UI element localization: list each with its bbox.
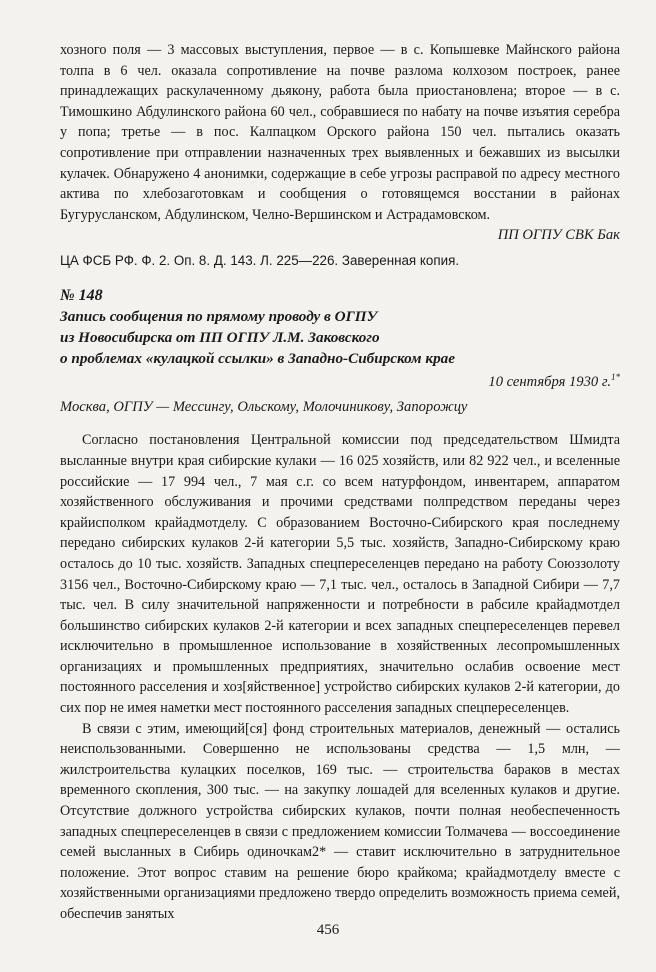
document-number: № 148 [60, 287, 103, 305]
page-number: 456 [316, 922, 340, 938]
body-paragraph-2: В связи с этим, имеющий[ся] фонд строительных материалов, денежный — остались неиспользованными. Совершенно не использованы средства — 1,5 млн, — жилстроительства кулацких поселков, 169 тыс. — строительства бараков в местах временного скопления, 300 тыс. — на закупку лошадей для вселенных кулаков и другие. Отсутствие должного устройства сибирских кулаков, почти полная необеспеченность западных спецпереселенцев в связи с предложением комиссии Толмачева — воссоединение семей высланных в Сибирь одиночкам2* — ставит исключительно в затруднительное положение. Этот вопрос ставим на решение бюро крайкома; крайадмотделу вместе с хозяйственными организациями предложено твердо определить возможность приема семей, обеспечив занятых [60, 720, 620, 922]
document-date-text: 10 сентября 1930 г. [488, 374, 611, 391]
signature: ПП ОГПУ СВК Бак [497, 227, 620, 244]
document-title-line-2: из Новосибирска от ПП ОГПУ Л.М. Заковского [60, 329, 380, 347]
document-page [60, 40, 620, 925]
document-title-line-1: Запись сообщения по прямому проводу в ОГПУ [60, 308, 378, 326]
document-date [60, 371, 620, 393]
archive-source-note: ЦА ФСБ РФ. Ф. 2. Оп. 8. Д. 143. Л. 225—226. Заверенная копия. [60, 253, 460, 269]
intro-paragraph: хозного поля — 3 массовых выступления, первое — в с. Копышевке Майнского района толпа в 6 чел. оказала сопротивление на почве разломa колхозом построек, ранее принадлежащих раскулаченному дьякону, работа была приостановлена; второе — в с. Тимошкино Абдулинского района 60 чел., собравшиеся по набату на почве изъятия серебра у попа; третье — в пос. Калпацком Орского района 150 чел. пытались оказать сопротивление при отправлении назначенных трех выявленных и бежавших из высылки кулачек. Обнаружено 4 анонимки, содержащие в себе угрозы расправой по адресу местного актива по хлебозаготовкам и сообщения о готовящемся восстании в районах Бугурусланском, Абдулинском, Челно-Вершинском и Астрадамовском. [60, 42, 620, 223]
date-footnote-marker: 1* [611, 372, 620, 383]
body-paragraph-1: Согласно постановления Центральной комиссии под председательством Шмидта высланные внутри края сибирские кулаки — 16 025 хозяйств, или 82 922 чел., и вселенные российские — 17 994 чел., 7 мая с.г. со всем натурфондом, инвентарем, аппаратом хозяйственного обслуживания и прочими средствами полпредством переданы через крайисполком крайадмотделу. С образованием Восточно-Сибирского края последнему передано сибирских кулаков 2-й категории 5,5 тыс. хозяйств, Западно-Сибирскому краю осталось до 10 тыс. хозяйств. Западных спецпереселенцев передано на работу Союззолоту 3156 чел., Восточно-Сибирскому краю — 7,1 тыс. чел., осталось в Западной Сибири — 7,7 тыс. чел. В силу значительной напряженности и потребности в рабсиле крайадмотдел большинство сибирских кулаков 2-й категории и всех западных спецпереселенцев перевел исключительно в промышленное использование в хозяйственных лесопромышленных организациях и промышленных предприятиях, значительно ослабив освоение мест постоянного расселения и хоз[яйственное] устройство сибирских кулаков 2-й категории, до сих пор не имея наметки мест постоянного расселения западных спецпереселенцев. [60, 432, 620, 717]
document-title-line-3: о проблемах «кулацкой ссылки» в Западно-Сибирском крае [60, 350, 455, 368]
document-addressees: Москва, ОГПУ — Мессингу, Ольскому, Молочиникову, Запорожцу [60, 399, 468, 416]
